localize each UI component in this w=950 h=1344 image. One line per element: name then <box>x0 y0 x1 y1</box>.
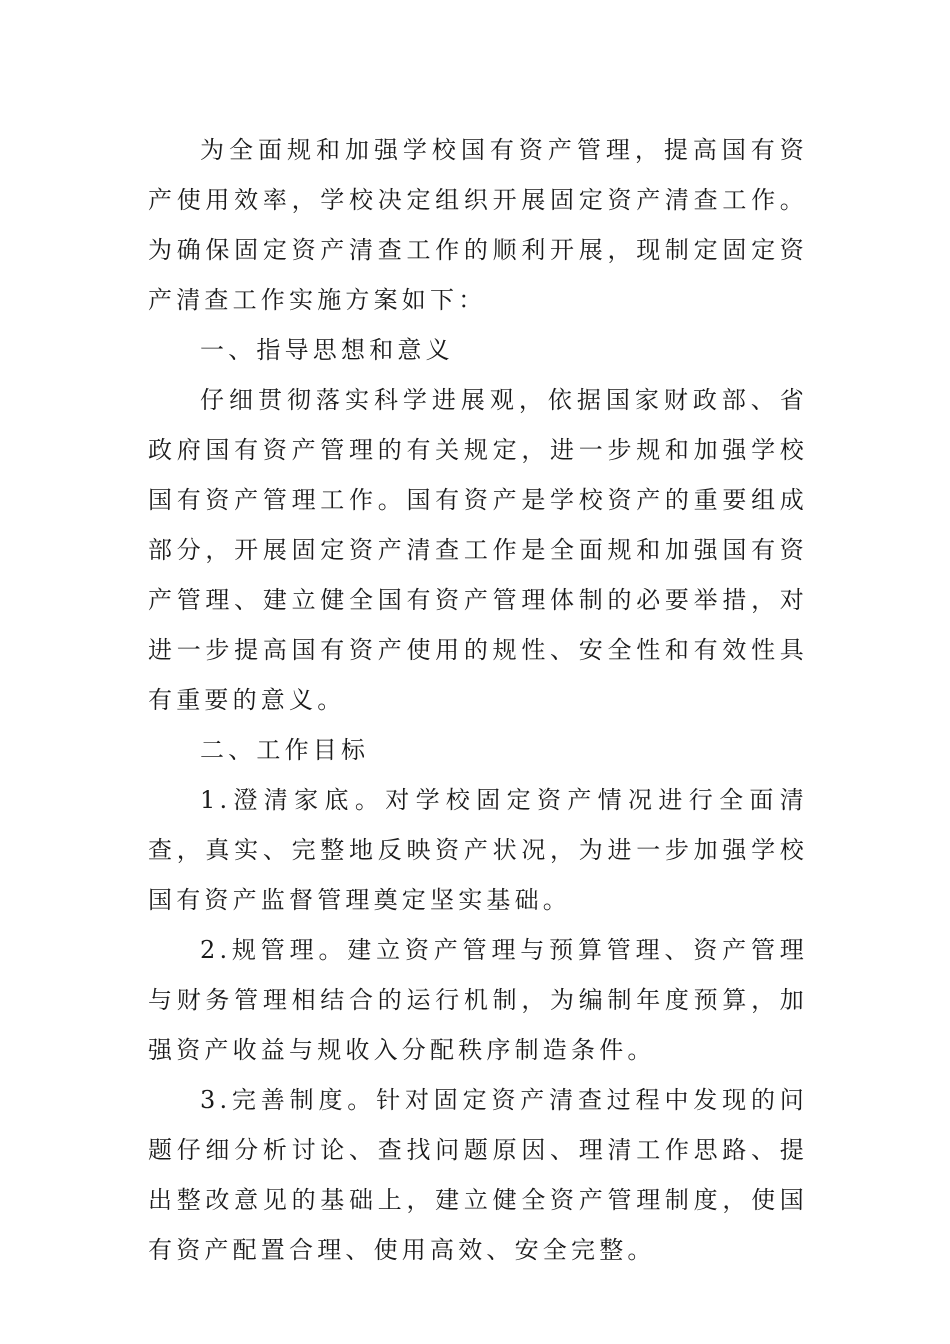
guiding-thought-paragraph: 仔细贯彻落实科学进展观，依据国家财政部、省政府国有资产管理的有关规定，进一步规和加强学校国有资产管理工作。国有资产是学校资产的重要组成部分，开展固定资产清查工作是全面规和加强国有资产管理、建立健全国有资产管理体制的必要举措，对进一步提高国有资产使用的规性、安全性和有效性具有重要的意义。 <box>148 386 808 714</box>
document-body <box>148 125 808 1275</box>
section-heading-guiding-thought: 一、指导思想和意义 <box>200 336 454 364</box>
intro-paragraph: 为全面规和加强学校国有资产管理，提高国有资产使用效率，学校决定组织开展固定资产清查工作。为确保固定资产清查工作的顺利开展，现制定固定资产清查工作实施方案如下： <box>148 136 808 314</box>
goal-item-3: 3.完善制度。针对固定资产清查过程中发现的问题仔细分析讨论、查找问题原因、理清工作思路、提出整改意见的基础上，建立健全资产管理制度，使国有资产配置合理、使用高效、安全完整。 <box>148 1086 808 1264</box>
goal-item-1: 1.澄清家底。对学校固定资产情况进行全面清查，真实、完整地反映资产状况，为进一步加强学校国有资产监督管理奠定坚实基础。 <box>148 786 808 914</box>
section-heading-work-goals: 二、工作目标 <box>200 736 370 764</box>
goal-item-2: 2.规管理。建立资产管理与预算管理、资产管理与财务管理相结合的运行机制，为编制年度预算，加强资产收益与规收入分配秩序制造条件。 <box>148 936 808 1064</box>
